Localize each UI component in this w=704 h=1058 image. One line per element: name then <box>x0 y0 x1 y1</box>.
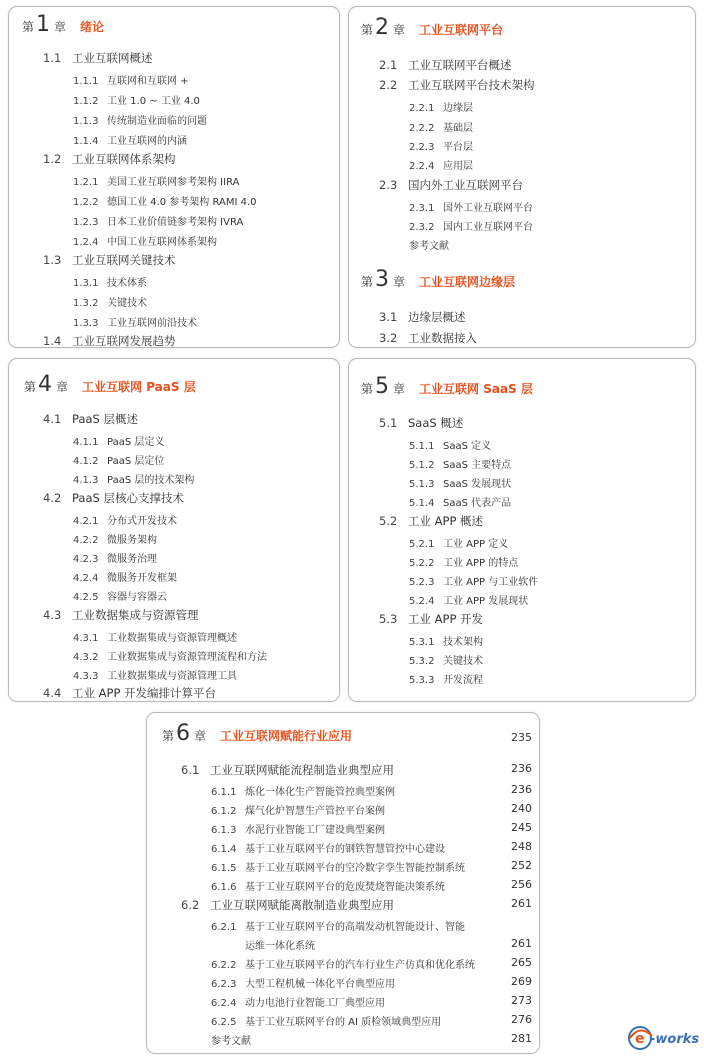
toc-section[interactable]: 6.1 工业互联网赋能流程制造业典型应用 <box>181 763 394 777</box>
toc-subsection[interactable]: 1.2.3 日本工业价值链参考架构 IVRA <box>73 217 244 228</box>
page-number: 248 <box>511 840 532 853</box>
toc-subsection[interactable]: 4.1.1 PaaS 层定义 <box>73 437 165 448</box>
page-number: 236 <box>511 783 532 796</box>
toc-subsection[interactable]: 5.3.1 技术架构 <box>409 637 483 648</box>
toc-subsection[interactable]: 4.2.5 容器与容器云 <box>73 592 167 603</box>
toc-section[interactable]: 2.3 国内外工业互联网平台 <box>379 178 523 192</box>
toc-section[interactable]: 5.2 工业 APP 概述 <box>379 514 484 528</box>
toc-section[interactable]: 1.4 工业互联网发展趋势 <box>43 334 176 348</box>
toc-subsection[interactable]: 5.1.4 SaaS 代表产品 <box>409 498 512 509</box>
toc-section[interactable]: 1.1 工业互联网概述 <box>43 51 153 65</box>
toc-section[interactable]: 4.1 PaaS 层概述 <box>43 412 138 426</box>
page-number: 273 <box>511 994 532 1007</box>
toc-section[interactable]: 1.2 工业互联网体系架构 <box>43 152 176 166</box>
toc-subsection-continued[interactable]: 运维一体化系统 <box>245 941 315 952</box>
toc-subsection[interactable]: 6.2.2 基于工业互联网平台的汽车行业生产仿真和优化系统 <box>211 960 475 971</box>
toc-subsection[interactable]: 6.1.4 基于工业互联网平台的钢铁智慧管控中心建设 <box>211 844 445 855</box>
toc-subsection[interactable]: 4.1.3 PaaS 层的技术架构 <box>73 475 195 486</box>
toc-subsection[interactable]: 2.2.2 基础层 <box>409 123 473 134</box>
chapter-5-header <box>361 374 533 399</box>
chapter-prefix: 第 <box>24 380 37 394</box>
chapter-suffix: 章 <box>393 275 406 289</box>
page-number: 240 <box>511 802 532 815</box>
toc-section[interactable]: 5.3 工业 APP 开发 <box>379 612 484 626</box>
toc-subsection[interactable]: 2.2.4 应用层 <box>409 161 473 172</box>
page-number: 269 <box>511 975 532 988</box>
chapter-suffix: 章 <box>194 729 207 743</box>
chapter-number: 4 <box>38 372 53 397</box>
toc-section[interactable]: 3.1 边缘层概述 <box>379 310 466 324</box>
toc-subsection[interactable]: 5.1.2 SaaS 主要特点 <box>409 460 512 471</box>
chapter-title: 绪论 <box>80 20 105 34</box>
svg-text:-works: -works <box>650 1032 700 1047</box>
chapter-number: 2 <box>375 15 390 40</box>
chapter-title: 工业互联网 SaaS 层 <box>419 382 533 396</box>
toc-subsection[interactable]: 2.2.1 边缘层 <box>409 103 473 114</box>
toc-subsection[interactable]: 2.3.2 国内工业互联网平台 <box>409 222 533 233</box>
chapter-prefix: 第 <box>22 20 35 34</box>
e-works-logo-icon <box>624 1014 700 1054</box>
chapter-2-header <box>361 15 503 40</box>
chapter-suffix: 章 <box>54 20 67 34</box>
chapter-suffix: 章 <box>393 382 406 396</box>
toc-subsection[interactable]: 6.2.1 基于工业互联网平台的高端发动机智能设计、智能 <box>211 922 465 933</box>
chapter-prefix: 第 <box>361 275 374 289</box>
toc-section[interactable]: 2.2 工业互联网平台技术架构 <box>379 78 535 92</box>
page-number: 245 <box>511 821 532 834</box>
toc-subsection[interactable]: 5.2.4 工业 APP 发展现状 <box>409 596 529 607</box>
toc-subsection[interactable]: 5.2.1 工业 APP 定义 <box>409 539 509 550</box>
toc-subsection[interactable]: 6.2.3 大型工程机械一体化平台典型应用 <box>211 979 395 990</box>
toc-subsection[interactable]: 4.1.2 PaaS 层定位 <box>73 456 165 467</box>
toc-section[interactable]: 4.4 工业 APP 开发编排计算平台 <box>43 686 217 700</box>
toc-subsection[interactable]: 6.1.5 基于工业互联网平台的空冷数字孪生智能控制系统 <box>211 863 465 874</box>
toc-section[interactable]: 6.2 工业互联网赋能离散制造业典型应用 <box>181 898 394 912</box>
chapter-number: 5 <box>375 374 390 399</box>
toc-subsection[interactable]: 1.1.2 工业 1.0 ~ 工业 4.0 <box>73 96 200 107</box>
toc-subsection[interactable]: 4.3.3 工业数据集成与资源管理工具 <box>73 671 237 682</box>
page-number: 235 <box>511 731 532 744</box>
toc-subsection[interactable]: 4.3.1 工业数据集成与资源管理概述 <box>73 633 237 644</box>
toc-subsection[interactable]: 5.1.3 SaaS 发展现状 <box>409 479 512 490</box>
toc-section[interactable]: 3.2 工业数据接入 <box>379 331 477 345</box>
toc-subsection[interactable]: 4.2.1 分布式开发技术 <box>73 516 177 527</box>
chapter-suffix: 章 <box>393 23 406 37</box>
chapter-1-card <box>8 6 340 348</box>
toc-subsection[interactable]: 1.2.1 美国工业互联网参考架构 IIRA <box>73 177 240 188</box>
chapter-number: 6 <box>176 721 191 746</box>
toc-subsection[interactable]: 4.2.4 微服务开发框架 <box>73 573 177 584</box>
toc-section[interactable]: 5.1 SaaS 概述 <box>379 416 464 430</box>
page-number: 256 <box>511 878 532 891</box>
toc-subsection[interactable]: 1.3.3 工业互联网前沿技术 <box>73 318 197 329</box>
chapter-5-card <box>348 358 696 702</box>
toc-subsection[interactable]: 4.3.2 工业数据集成与资源管理流程和方法 <box>73 652 267 663</box>
toc-subsection[interactable]: 1.2.2 德国工业 4.0 参考架构 RAMI 4.0 <box>73 197 257 208</box>
chapter-title: 工业互联网赋能行业应用 <box>220 729 353 743</box>
toc-subsection[interactable]: 5.1.1 SaaS 定义 <box>409 441 492 452</box>
chapter-prefix: 第 <box>361 23 374 37</box>
toc-subsection[interactable]: 1.1.1 互联网和互联网 + <box>73 76 189 87</box>
toc-subsection[interactable]: 5.2.2 工业 APP 的特点 <box>409 558 519 569</box>
toc-subsection[interactable]: 1.1.4 工业互联网的内涵 <box>73 136 187 147</box>
toc-subsection[interactable]: 6.1.6 基于工业互联网平台的危废焚烧智能决策系统 <box>211 882 445 893</box>
toc-subsection[interactable]: 5.2.3 工业 APP 与工业软件 <box>409 577 539 588</box>
page-number: 236 <box>511 762 532 775</box>
toc-section[interactable]: 2.1 工业互联网平台概述 <box>379 58 512 72</box>
page-number: 261 <box>511 897 532 910</box>
toc-subsection[interactable]: 5.3.3 开发流程 <box>409 675 483 686</box>
toc-subsection[interactable]: 1.1.3 传统制造业面临的问题 <box>73 116 207 127</box>
chapter-4-header <box>24 372 196 397</box>
chapter-6-card <box>146 712 540 1054</box>
chapter-prefix: 第 <box>162 729 175 743</box>
chapter-1-header <box>22 12 104 37</box>
page-number: 276 <box>511 1013 532 1026</box>
chapter-number: 3 <box>375 267 390 292</box>
toc-section[interactable]: 4.2 PaaS 层核心支撑技术 <box>43 491 184 505</box>
chapter-4-card <box>8 358 340 702</box>
chapter-title: 工业互联网 PaaS 层 <box>82 380 196 394</box>
toc-references[interactable]: 参考文献 <box>409 241 449 252</box>
toc-subsection[interactable]: 6.1.1 炼化一体化生产智能管控典型案例 <box>211 787 395 798</box>
toc-subsection[interactable]: 2.2.3 平台层 <box>409 142 473 153</box>
chapter-title: 工业互联网平台 <box>419 23 504 37</box>
toc-subsection[interactable]: 4.2.2 微服务架构 <box>73 535 157 546</box>
page-number: 265 <box>511 956 532 969</box>
chapter-title: 工业互联网边缘层 <box>419 275 516 289</box>
svg-text:e: e <box>635 1031 645 1047</box>
toc-subsection[interactable]: 6.1.2 煤气化炉智慧生产管控平台案例 <box>211 806 385 817</box>
page-number: 261 <box>511 937 532 950</box>
toc-references[interactable]: 参考文献 <box>211 1036 251 1047</box>
page-number: 252 <box>511 859 532 872</box>
chapter-6-header <box>162 721 352 746</box>
toc-section[interactable]: 1.3 工业互联网关键技术 <box>43 253 176 267</box>
toc-subsection[interactable]: 1.3.2 关键技术 <box>73 298 147 309</box>
toc-subsection[interactable]: 2.3.1 国外工业互联网平台 <box>409 203 533 214</box>
toc-section[interactable]: 4.3 工业数据集成与资源管理 <box>43 608 199 622</box>
chapter-2-3-card <box>348 6 696 348</box>
toc-subsection[interactable]: 5.3.2 关键技术 <box>409 656 483 667</box>
chapter-prefix: 第 <box>361 382 374 396</box>
chapter-number: 1 <box>36 12 51 37</box>
toc-subsection[interactable]: 6.2.5 基于工业互联网平台的 AI 质检领域典型应用 <box>211 1017 442 1028</box>
chapter-suffix: 章 <box>56 380 69 394</box>
chapter-3-header <box>361 267 515 292</box>
toc-subsection[interactable]: 1.2.4 中国工业互联网体系架构 <box>73 237 217 248</box>
e-works-logo <box>624 1014 700 1054</box>
page-number: 281 <box>511 1032 532 1045</box>
toc-subsection[interactable]: 1.3.1 技术体系 <box>73 278 147 289</box>
toc-subsection[interactable]: 4.2.3 微服务治理 <box>73 554 157 565</box>
toc-subsection[interactable]: 6.2.4 动力电池行业智能工厂典型应用 <box>211 998 385 1009</box>
toc-subsection[interactable]: 6.1.3 水泥行业智能工厂建设典型案例 <box>211 825 385 836</box>
